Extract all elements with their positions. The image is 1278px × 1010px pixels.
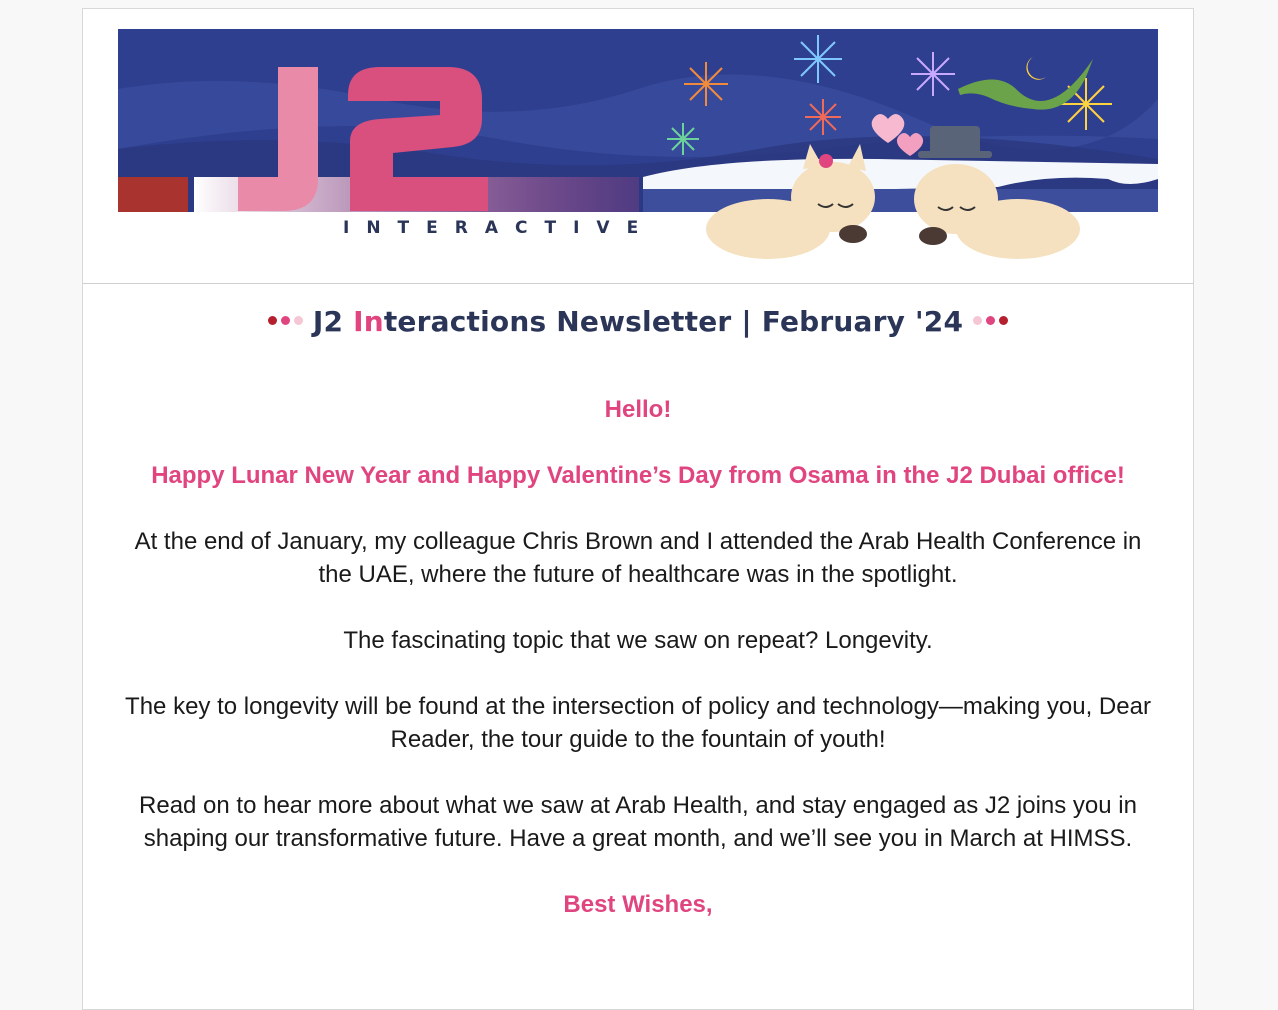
title-separator: | bbox=[741, 305, 752, 338]
banner-illustration bbox=[118, 29, 1158, 269]
paragraph: Read on to hear more about what we saw at Arab Health, and stay engaged as J2 joins you in shaping our transformative future. Have a great month, and we’ll see you in March at HIMSS. bbox=[139, 792, 1137, 852]
newsletter-card bbox=[82, 8, 1194, 1010]
signoff: Best Wishes, bbox=[563, 891, 713, 918]
paragraph: The key to longevity will be found at the intersection of policy and technology—making you, Dear Reader, the tour guide to the fountain of youth! bbox=[125, 693, 1151, 753]
greeting: Hello! bbox=[604, 396, 672, 423]
paragraph: The fascinating topic that we saw on repeat? Longevity. bbox=[343, 627, 933, 654]
title-date: February '24 bbox=[761, 305, 964, 338]
title-prefix: J2 bbox=[312, 305, 354, 338]
banner-image bbox=[118, 29, 1158, 269]
newsletter-title bbox=[83, 305, 1193, 338]
logo-subtitle: INTERACTIVE bbox=[343, 218, 656, 238]
newsletter-header bbox=[83, 9, 1193, 284]
newsletter-body bbox=[117, 393, 1159, 954]
title-highlight: In bbox=[353, 305, 384, 338]
paragraph: At the end of January, my colleague Chris Brown and I attended the Arab Health Conference in the UAE, where the future of healthcare was in the spotlight. bbox=[134, 528, 1142, 588]
headline: Happy Lunar New Year and Happy Valentine’s Day from Osama in the J2 Dubai office! bbox=[151, 462, 1125, 489]
decorative-dots-left bbox=[266, 305, 305, 338]
decorative-dots-right bbox=[971, 305, 1010, 338]
title-rest: teractions Newsletter bbox=[383, 305, 732, 338]
